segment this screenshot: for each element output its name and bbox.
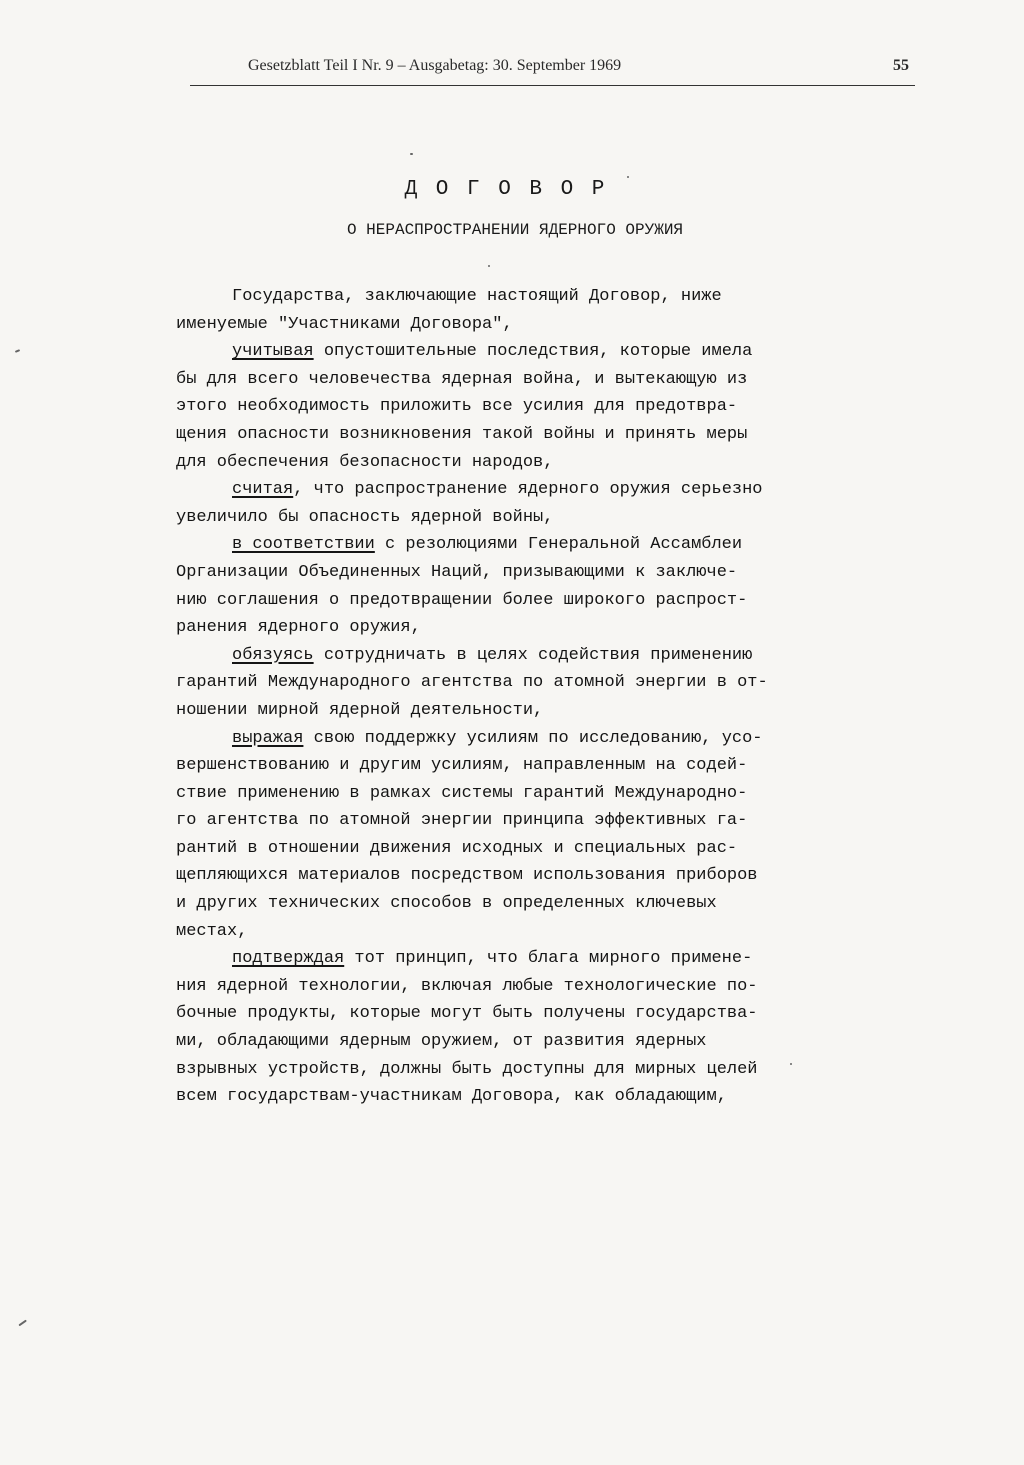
clause-line: увеличило бы опасность ядерной войны, [176, 507, 554, 527]
clause-keyword: считая [232, 480, 294, 500]
clause-line: ствие применению в рамках системы гарантий Международно- [176, 783, 748, 803]
page-number: 55 [893, 57, 909, 74]
scan-speck [18, 1320, 26, 1326]
clause-line: щепляющихся материалов посредством использования приборов [176, 866, 758, 886]
clause-line: для обеспечения безопасности народов, [176, 452, 554, 472]
clause-line: Организации Объединенных Наций, призывающими к заключе- [176, 562, 738, 582]
scan-speck [410, 153, 413, 155]
clause-line: бочные продукты, которые могут быть получены государства- [176, 1004, 758, 1024]
header-rule [190, 85, 915, 86]
running-header: Gesetzblatt Teil I Nr. 9 – Ausgabetag: 30. September 1969 [248, 57, 622, 74]
clause-keyword: подтверждая [232, 949, 345, 969]
clause-keyword: обязуясь [232, 645, 314, 665]
clause-text: сотрудничать в целях содействия применению [313, 645, 753, 665]
clause-keyword: выражая [232, 728, 304, 748]
clause-line: рантий в отношении движения исходных и специальных рас- [176, 838, 738, 858]
clause-keyword: в соответствии [232, 535, 375, 555]
preamble-line: Государства, заключающие настоящий Договор, ниже [232, 287, 722, 306]
clause-first-line [176, 945, 836, 973]
clause-line: ношении мирной ядерной деятельности, [176, 700, 544, 720]
clause-first-line [176, 338, 836, 366]
treaty-preamble [176, 283, 836, 1111]
clause-first-line [176, 725, 836, 753]
clause-line: вершенствованию и другим усилиям, направленным на содей- [176, 756, 748, 776]
clause-text: с резолюциями Генеральной Ассамблеи [374, 535, 743, 555]
clause-line: местах, [176, 921, 248, 941]
clause-first-line [176, 476, 836, 504]
clause-line: гарантий Международного агентства по атомной энергии в от- [176, 673, 768, 693]
clause-line: и других технических способов в определенных ключевых [176, 894, 717, 914]
clause-line: го агентства по атомной энергии принципа эффективных га- [176, 811, 748, 831]
document-subtitle: О НЕРАСПРОСТРАНЕНИИ ЯДЕРНОГО ОРУЖИЯ [346, 221, 684, 239]
clause-line: нию соглашения о предотвращении более широкого распрост- [176, 590, 748, 610]
clause-line: ми, обладающими ядерным оружием, от развития ядерных [176, 1032, 707, 1052]
clause-keyword: учитывая [232, 342, 314, 362]
clause-line: всем государствам-участникам Договора, как обладающим, [176, 1087, 727, 1107]
clause-line: бы для всего человечества ядерная война, и вытекающую из [176, 369, 748, 389]
clause-first-line [176, 531, 836, 559]
clause-text: тот принцип, что блага мирного примене- [344, 949, 753, 969]
scan-speck [790, 1063, 792, 1065]
document-title: Д О Г О В О Р [404, 178, 608, 201]
clause-line: щения опасности возникновения такой войны и принять меры [176, 424, 748, 444]
clause-text: , что распространение ядерного оружия серьезно [293, 480, 763, 500]
clause-line: этого необходимость приложить все усилия для предотвра- [176, 397, 738, 417]
clause-line: ранения ядерного оружия, [176, 618, 421, 638]
scan-speck [15, 349, 20, 353]
scan-speck [627, 176, 629, 178]
clause-line: взрывных устройств, должны быть доступны для мирных целей [176, 1059, 758, 1079]
clause-text: свою поддержку усилиям по исследованию, усо- [303, 728, 763, 748]
preamble-line: именуемые "Участниками Договора", [176, 314, 513, 334]
clause-first-line [176, 642, 836, 670]
clause-line: ния ядерной технологии, включая любые технологические по- [176, 976, 758, 996]
scan-speck [488, 265, 490, 267]
clause-text: опустошительные последствия, которые имела [313, 342, 753, 362]
